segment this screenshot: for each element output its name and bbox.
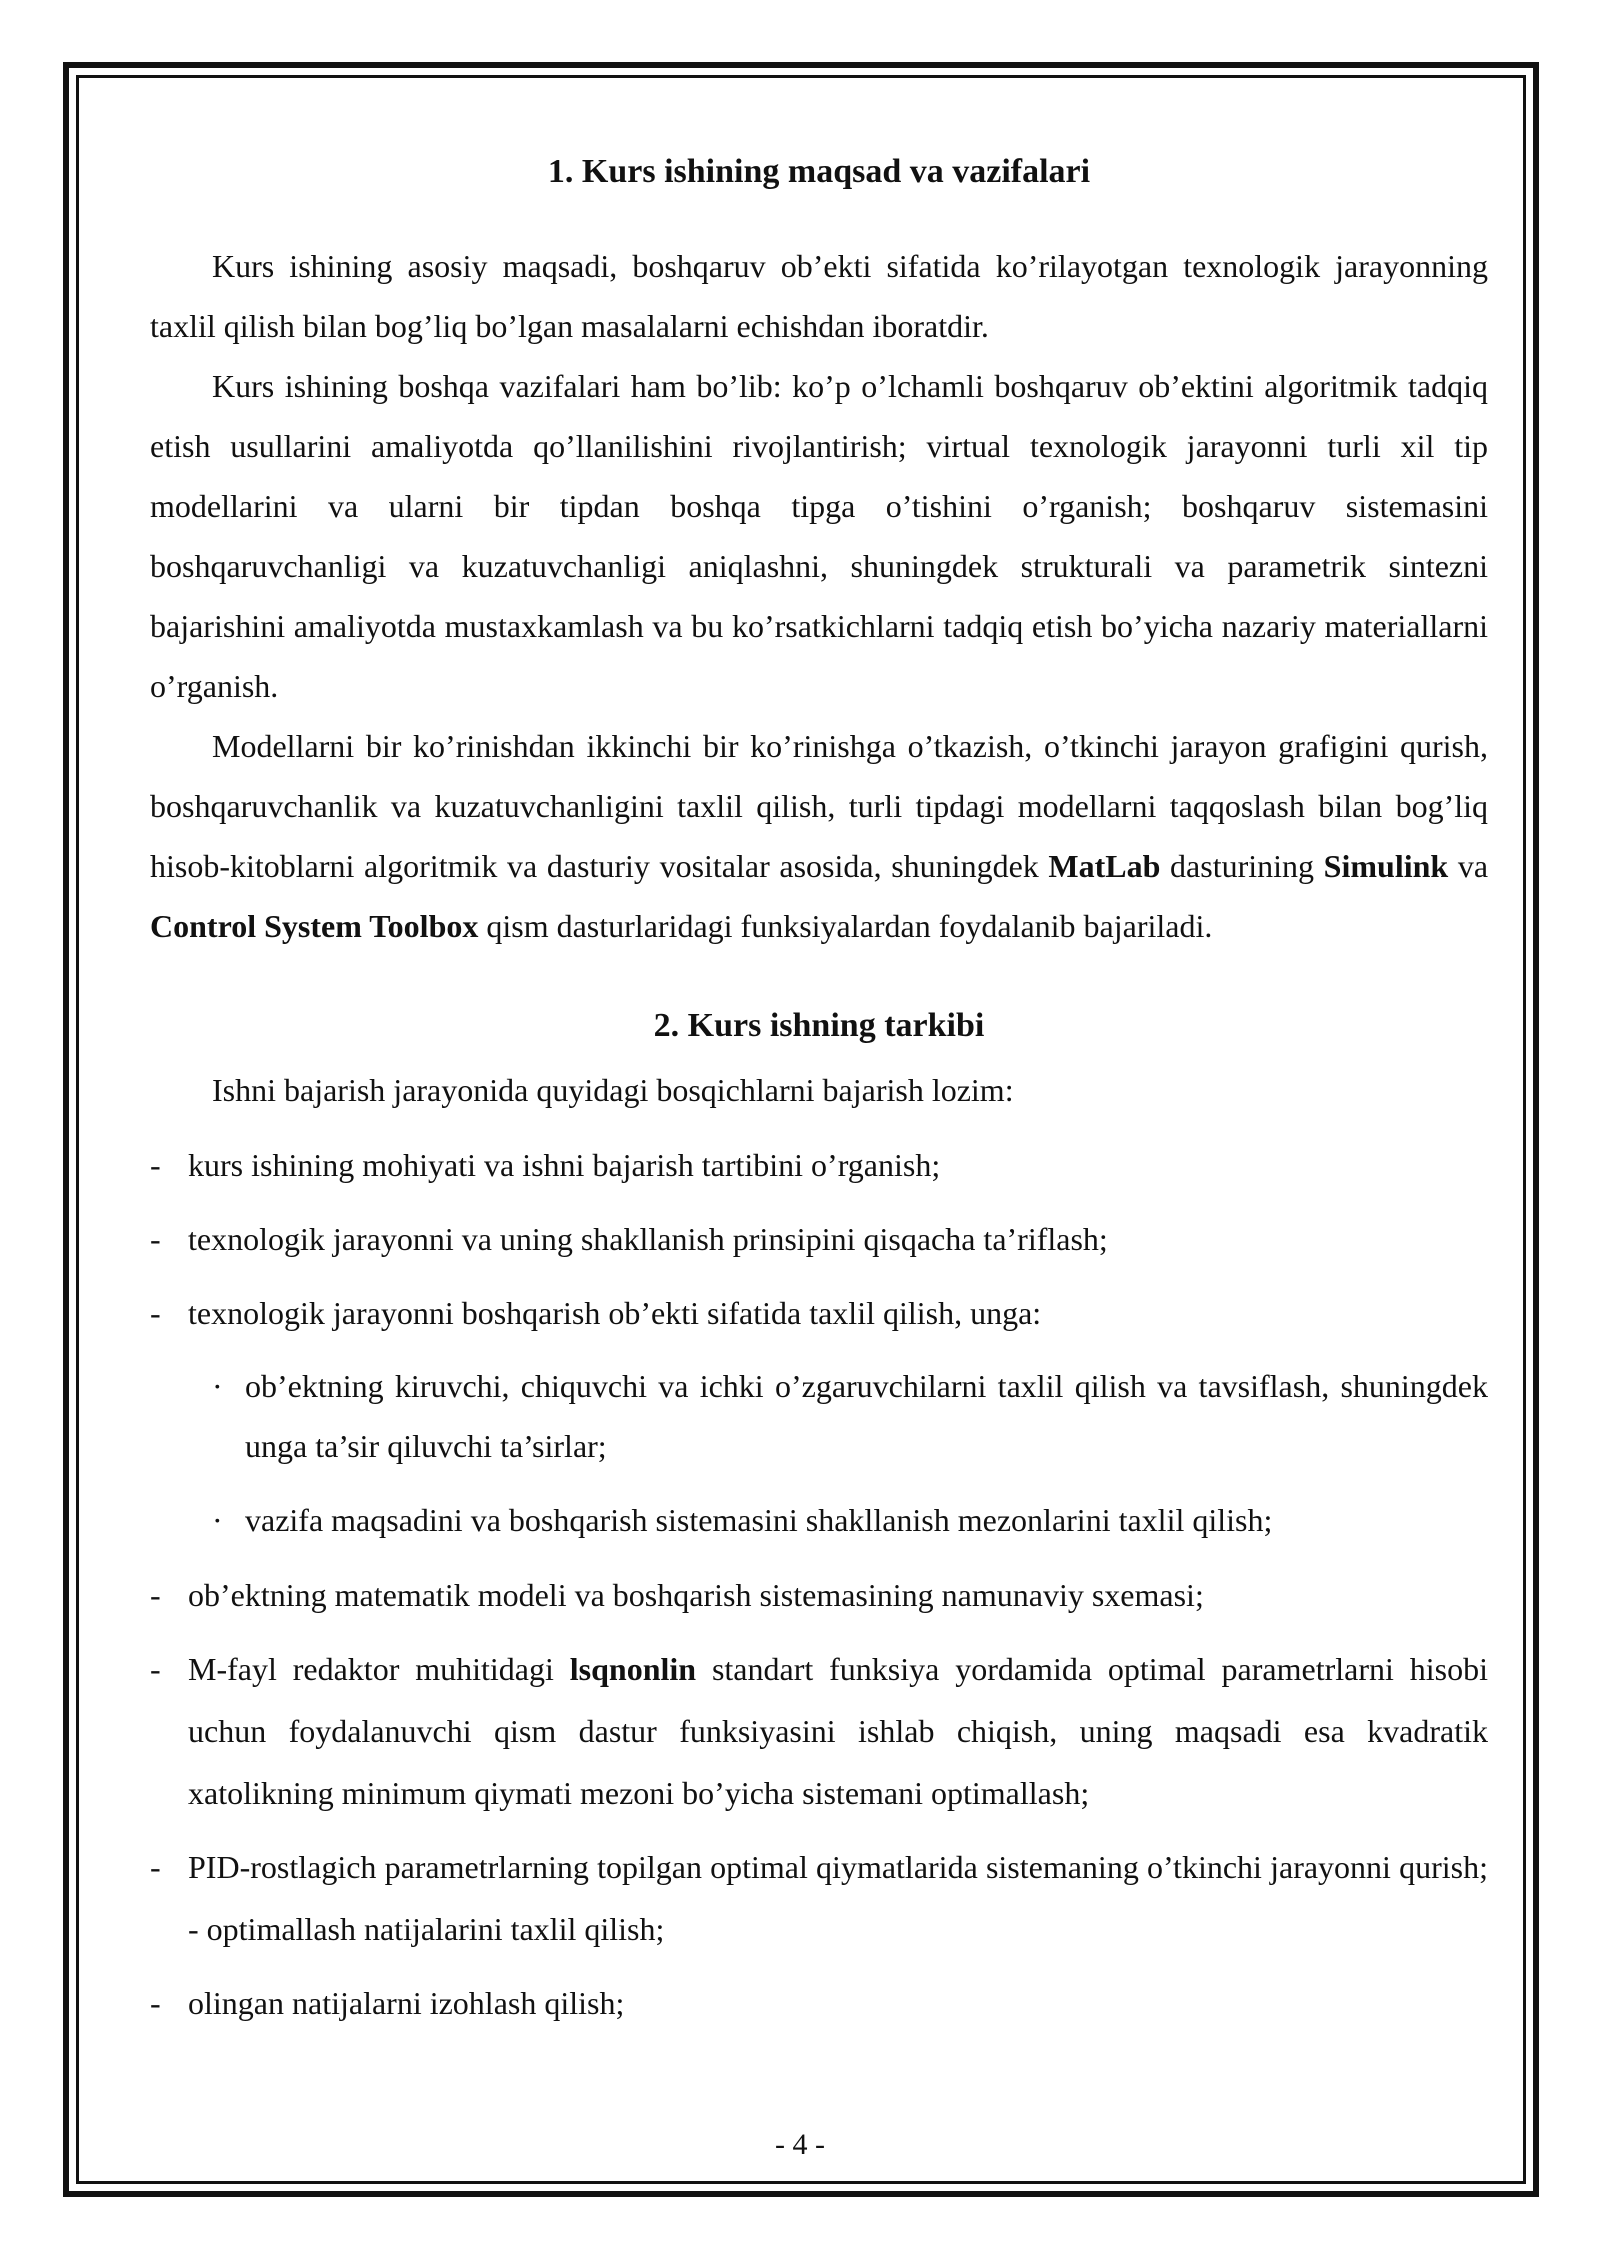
section-1-paragraph-2: Kurs ishining boshqa vazifalari ham bo’lib: ko’p o’lchamli boshqaruv ob’ektini algoritmik tadqiq etish usullarini amaliyotda qo’llanilishini rivojlantirish; virtual texnologik jarayonni turli xil tip modellarini va ularni bir tipdan boshqa tipga o’tishini o’rganish; boshqaruv sistemasini boshqaruvchanligi va kuzatuvchanligi aniqlashni, shuningdek strukturali va parametrik sintezni bajarishini amaliyotda mustaxkamlash va bu ko’rsatkichlarni tadqiq etish bo’yicha nazariy materiallarni o’rganish. <box>150 368 1488 705</box>
matlab-term: MatLab <box>1048 848 1161 885</box>
steps-list-continued <box>150 1564 1488 2034</box>
list-item <box>150 1564 1488 1626</box>
list-item <box>150 1972 1488 2034</box>
paragraph-3-text-2: dasturining <box>1170 848 1315 885</box>
dash-marker: - <box>150 1147 161 1184</box>
page-number: - 4 - <box>775 2128 825 2161</box>
sub-list-item <box>150 1356 1488 1476</box>
lsqnonlin-term: lsqnonlin <box>569 1651 697 1688</box>
section-1-title: 1. Kurs ishining maqsad va vazifalari <box>547 153 1091 190</box>
section-2-title: 2. Kurs ishning tarkibi <box>653 1007 985 1045</box>
paragraph-3-text-1: Modellarni bir ko’rinishdan ikkinchi bir ko’rinishga o’tkazish, o’tkinchi jarayon grafigini qurish, boshqaruvchanlik va kuzatuvchanligini taxlil qilish, turli tipdagi modellarni taqqoslash bilan bog’liq hisob-kitoblarni algoritmik va dasturiy vositalar asosida, shuningdek <box>150 728 1488 885</box>
sub-list-item-text: ob’ektning kiruvchi, chiquvchi va ichki o’zgaruvchilarni taxlil qilish va tavsiflash, shuningdek unga ta’sir qiluvchi ta’sirlar; <box>245 1368 1488 1465</box>
document-body <box>150 150 1488 2046</box>
list-item-text: kurs ishining mohiyati va ishni bajarish tartibini o’rganish; <box>188 1147 941 1184</box>
list-item-text: ob’ektning matematik modeli va boshqarish sistemasining namunaviy sxemasi; <box>188 1577 1204 1614</box>
section-2-intro: Ishni bajarish jarayonida quyidagi bosqichlarni bajarish lozim: <box>212 1072 1014 1109</box>
sub-list-item-text: vazifa maqsadini va boshqarish sistemasini shakllanish mezonlarini taxlil qilish; <box>245 1502 1273 1539</box>
section-1-paragraph-3 <box>150 716 1488 956</box>
dash-marker: - <box>150 1985 161 2022</box>
section-1-paragraph-1: Kurs ishining asosiy maqsadi, boshqaruv ob’ekti sifatida ko’rilayotgan texnologik jarayonning taxlil qilish bilan bog’liq bo’lgan masalalarni echishdan iboratdir. <box>150 248 1488 345</box>
bullet-marker: · <box>212 1368 223 1405</box>
item-5-text-2: standart funksiya yordamida optimal parametrlarni hisobi uchun foydalanuvchi qism dastur funksiyasini ishlab chiqish, uning maqsadi esa kvadratik xatolikning minimum qiymati mezoni bo’yicha sistemani optimallash; <box>188 1651 1488 1812</box>
dash-marker: - <box>150 1651 161 1688</box>
steps-list <box>150 1134 1488 1344</box>
sub-list-item <box>150 1490 1488 1550</box>
list-item-text: texnologik jarayonni va uning shakllanish prinsipini qisqacha ta’riflash; <box>188 1221 1108 1258</box>
dash-marker: - <box>150 1577 161 1614</box>
list-item <box>150 1208 1488 1270</box>
dash-marker: - <box>150 1849 161 1886</box>
paragraph-3-text-4: qism dasturlaridagi funksiyalardan foydalanib bajariladi. <box>486 908 1213 945</box>
item-5-text-1: M-fayl redaktor muhitidagi <box>188 1651 554 1688</box>
list-item-text: texnologik jarayonni boshqarish ob’ekti sifatida taxlil qilish, unga: <box>188 1295 1042 1332</box>
list-item <box>150 1134 1488 1196</box>
control-system-toolbox-term: Control System Toolbox <box>150 908 479 945</box>
list-item-text: PID-rostlagich parametrlarning topilgan optimal qiymatlarida sistemaning o’tkinchi jarayonni qurish; - optimallash natijalarini taxlil qilish; <box>188 1849 1488 1948</box>
paragraph-3-text-3: va <box>1457 848 1489 885</box>
simulink-term: Simulink <box>1323 848 1449 885</box>
list-item-text: olingan natijalarni izohlash qilish; <box>188 1985 625 2022</box>
list-item <box>150 1836 1488 1960</box>
sub-steps-list <box>150 1356 1488 1550</box>
list-item <box>150 1282 1488 1344</box>
bullet-marker: · <box>212 1502 223 1539</box>
list-item <box>150 1638 1488 1824</box>
list-item-text <box>188 1651 1488 1811</box>
dash-marker: - <box>150 1221 161 1258</box>
dash-marker: - <box>150 1295 161 1332</box>
